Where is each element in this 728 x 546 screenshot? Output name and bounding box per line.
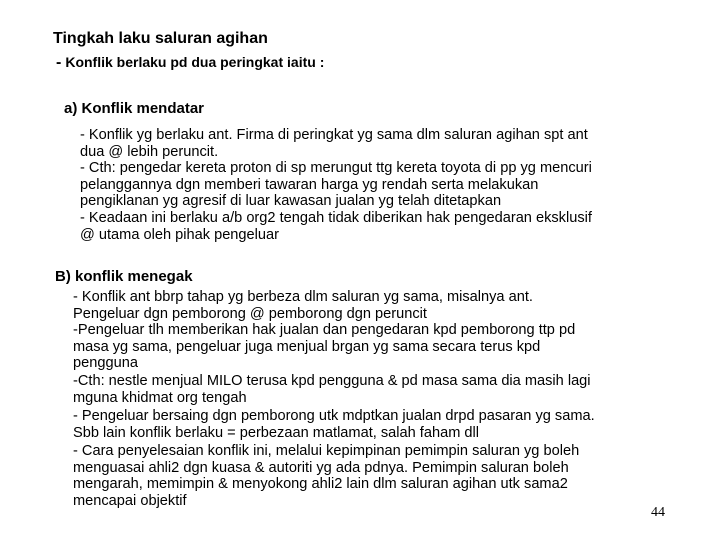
slide-title: Tingkah laku saluran agihan bbox=[53, 30, 268, 47]
section-b-point-3 bbox=[73, 373, 591, 406]
section-b-point-2 bbox=[73, 322, 575, 372]
section-a-heading: a) Konflik mendatar bbox=[64, 100, 205, 117]
text-line: masa yg sama, pengeluar juga menjual brgan yg sama secara terus kpd bbox=[73, 338, 541, 355]
text-line: - Cth: pengedar kereta proton di sp merungut ttg kereta toyota di pp yg mencuri bbox=[80, 160, 592, 176]
text-line: - Konflik ant bbrp tahap yg berbeza dlm saluran yg sama, misalnya ant. bbox=[73, 289, 533, 305]
text-line: pengguna bbox=[73, 355, 138, 371]
text-line: mengarah, memimpin & menyokong ahli2 lain dlm saluran agihan utk sama2 bbox=[73, 476, 568, 492]
subtitle-dash: - bbox=[56, 54, 62, 71]
text-line: - Konflik yg berlaku ant. Firma di peringkat yg sama dlm saluran agihan spt ant bbox=[80, 127, 588, 143]
text-line: mencapai objektif bbox=[73, 492, 187, 509]
section-a-point-1 bbox=[80, 127, 588, 160]
section-a-point-2 bbox=[80, 160, 592, 210]
text-line: Pengeluar dgn pemborong @ pemborong dgn peruncit bbox=[73, 305, 427, 322]
text-line: - Cara penyelesaian konflik ini, melalui kepimpinan pemimpin saluran yg boleh bbox=[73, 443, 580, 459]
page-number: 44 bbox=[651, 505, 665, 520]
text-line: menguasai ahli2 dgn kuasa & autoriti yg ada pdnya. Pemimpin saluran boleh bbox=[73, 459, 569, 476]
text-line: -Pengeluar tlh memberikan hak jualan dan pengedaran kpd pemborong ttp pd bbox=[73, 322, 576, 338]
text-line: mguna khidmat org tengah bbox=[73, 389, 247, 406]
section-a-point-3 bbox=[80, 210, 592, 243]
text-line: @ utama oleh pihak pengeluar bbox=[80, 226, 279, 243]
text-line: - Keadaan ini berlaku a/b org2 tengah tidak diberikan hak pengedaran eksklusif bbox=[80, 210, 592, 226]
slide-subtitle bbox=[56, 53, 324, 72]
section-b-heading: B) konflik menegak bbox=[55, 268, 193, 285]
section-b-point-5 bbox=[73, 443, 579, 509]
text-line: - Pengeluar bersaing dgn pemborong utk mdptkan jualan drpd pasaran yg sama. bbox=[73, 408, 595, 424]
text-line: -Cth: nestle menjual MILO terusa kpd pengguna & pd masa sama dia masih lagi bbox=[73, 373, 591, 389]
text-line: pelanggannya dgn memberi tawaran harga yg rendah serta melakukan bbox=[80, 176, 539, 193]
text-line: pengiklanan yg agresif di luar kawasan jualan yg telah ditetapkan bbox=[80, 193, 502, 209]
text-line: Sbb lain konflik berlaku = perbezaan matlamat, salah faham dll bbox=[73, 424, 480, 441]
subtitle-text: Konflik berlaku pd dua peringkat iaitu : bbox=[65, 54, 325, 70]
section-b-point-4 bbox=[73, 408, 595, 441]
section-b-point-1 bbox=[73, 289, 533, 322]
text-line: dua @ lebih peruncit. bbox=[80, 143, 219, 160]
